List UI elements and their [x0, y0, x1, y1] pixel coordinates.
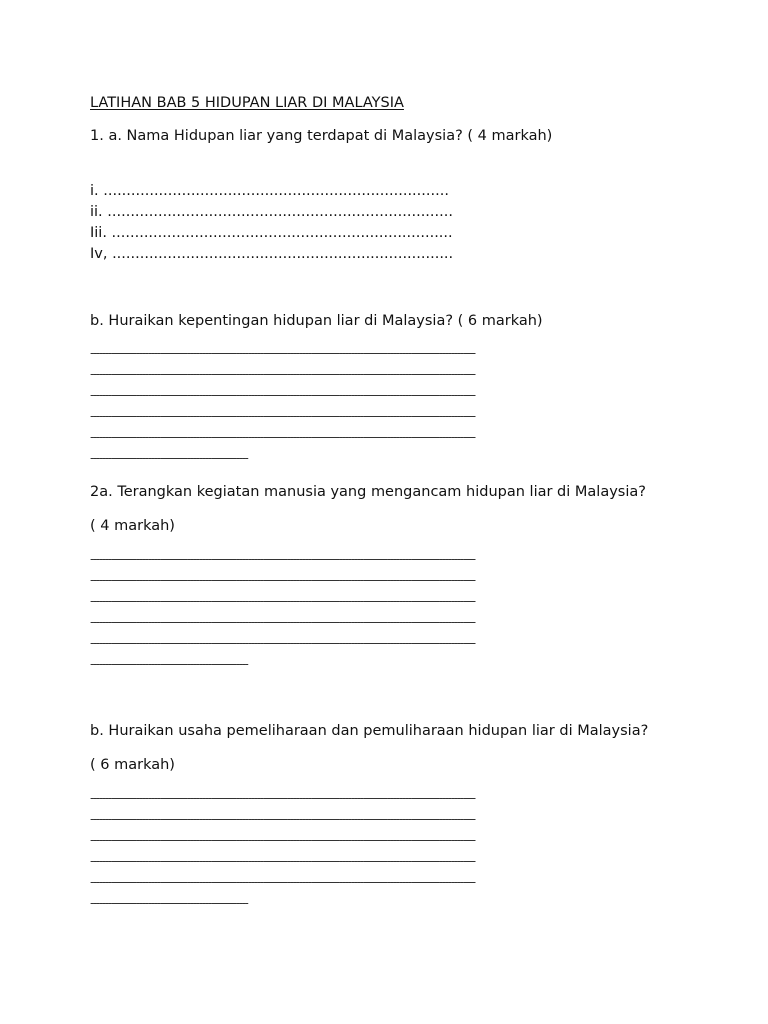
answer-line: -------------------------------------------------------------------------------------------------------------------------------	[90, 833, 475, 847]
question-1b: b. Huraikan kepentingan hidupan liar di Malaysia? ( 6 markah)	[90, 313, 543, 329]
answer-line: -------------------------------------------------------------------------------------------------------------------------------	[90, 346, 475, 360]
answer-line-short: ----------------------------------------------------	[90, 657, 248, 671]
answer-line: -------------------------------------------------------------------------------------------------------------------------------	[90, 573, 475, 587]
answer-item-2: ii. ...........................................................................	[90, 204, 453, 220]
answer-line: -------------------------------------------------------------------------------------------------------------------------------	[90, 594, 475, 608]
answer-line: -------------------------------------------------------------------------------------------------------------------------------	[90, 367, 475, 381]
answer-line: -------------------------------------------------------------------------------------------------------------------------------	[90, 430, 475, 444]
answer-line: -------------------------------------------------------------------------------------------------------------------------------	[90, 636, 475, 650]
answer-line-short: ----------------------------------------------------	[90, 896, 248, 910]
answer-line: -------------------------------------------------------------------------------------------------------------------------------	[90, 791, 475, 805]
worksheet-title: LATIHAN BAB 5 HIDUPAN LIAR DI MALAYSIA	[90, 95, 404, 111]
question-2b-marks: ( 6 markah)	[90, 757, 175, 773]
answer-line: -------------------------------------------------------------------------------------------------------------------------------	[90, 552, 475, 566]
answer-line: -------------------------------------------------------------------------------------------------------------------------------	[90, 875, 475, 889]
question-2a-marks: ( 4 markah)	[90, 518, 175, 534]
answer-item-1: i. ...........................................................................	[90, 183, 449, 199]
answer-line: -------------------------------------------------------------------------------------------------------------------------------	[90, 812, 475, 826]
question-2a: 2a. Terangkan kegiatan manusia yang mengancam hidupan liar di Malaysia?	[90, 484, 646, 500]
answer-line: -------------------------------------------------------------------------------------------------------------------------------	[90, 615, 475, 629]
question-1a: 1. a. Nama Hidupan liar yang terdapat di Malaysia? ( 4 markah)	[90, 128, 553, 144]
worksheet-page	[90, 0, 690, 1024]
answer-line: -------------------------------------------------------------------------------------------------------------------------------	[90, 409, 475, 423]
answer-item-4: Iv, ..........................................................................	[90, 246, 454, 262]
answer-line: -------------------------------------------------------------------------------------------------------------------------------	[90, 388, 475, 402]
question-2b: b. Huraikan usaha pemeliharaan dan pemuliharaan hidupan liar di Malaysia?	[90, 723, 649, 739]
answer-line: -------------------------------------------------------------------------------------------------------------------------------	[90, 854, 475, 868]
answer-line-short: ----------------------------------------------------	[90, 451, 248, 465]
answer-item-3: Iii. ..........................................................................	[90, 225, 453, 241]
